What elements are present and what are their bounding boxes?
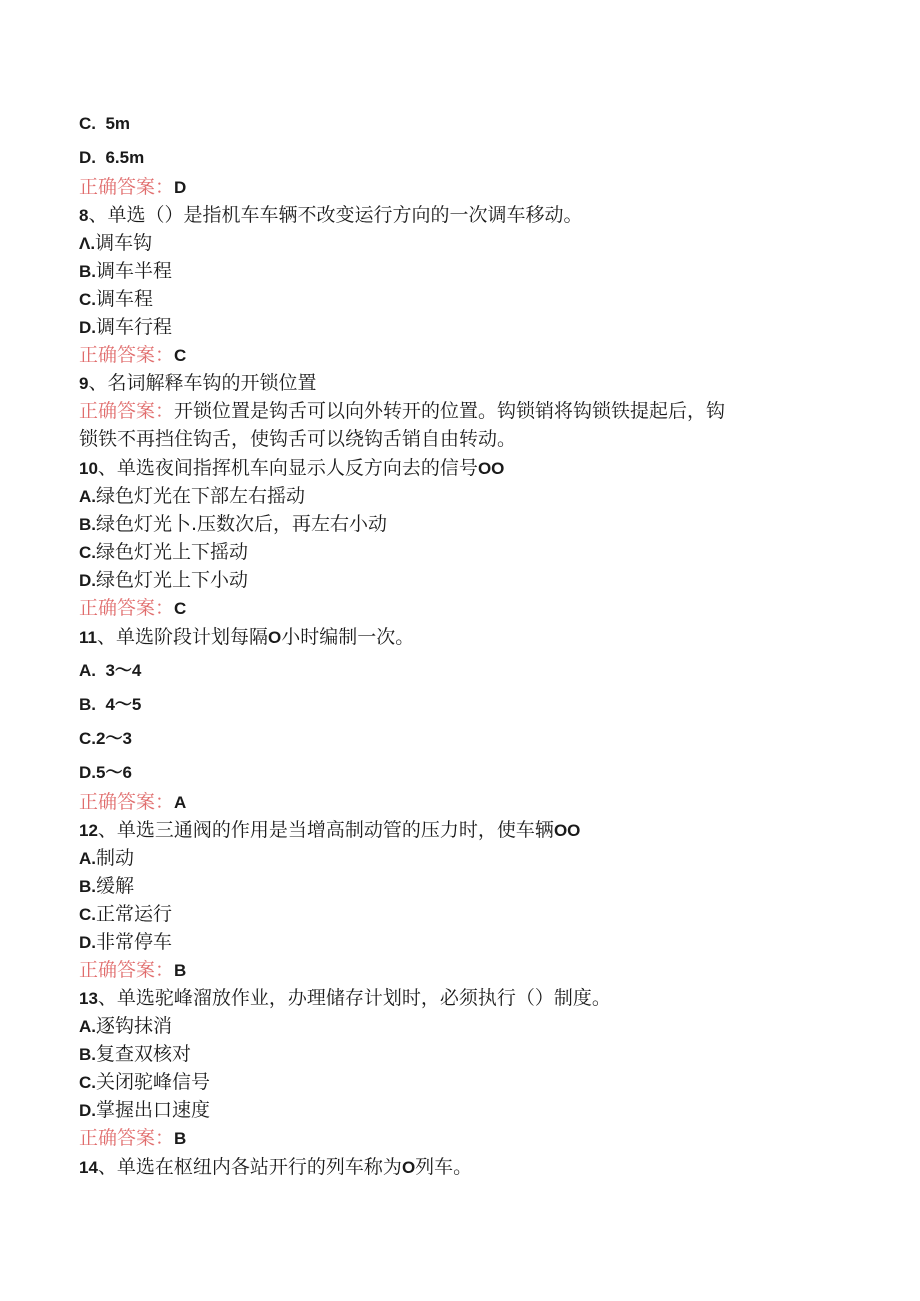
q12-option-b: [79, 873, 134, 900]
q9-answer-cont: [79, 426, 516, 452]
option-text: 关闭驼峰信号: [96, 1071, 211, 1093]
q10-answer: [79, 595, 186, 622]
option-text: 3〜4: [105, 661, 142, 680]
option-label: C.: [79, 543, 96, 562]
q10-option-b: [79, 511, 387, 538]
question-text: 、单选驼峰溜放作业，办理储存计划时，必须执行（）制度。: [97, 987, 611, 1009]
option-text: 制动: [96, 847, 135, 869]
answer-value: D: [174, 178, 187, 197]
question-text: 、单选夜间指挥机车向显示人反方向去的信号: [97, 457, 478, 479]
q12-option-d: [79, 929, 172, 956]
option-label: C.: [79, 1073, 96, 1092]
answer-prefix: 正确答案：: [79, 597, 175, 619]
option-text: 调车半程: [96, 260, 173, 282]
question-text-tail: 小时编制一次。: [281, 626, 415, 648]
answer-value: C: [174, 599, 187, 618]
q10-option-a: [79, 483, 305, 510]
answer-text: 开锁位置是钩舌可以向外转开的位置。钩锁销将钩锁铁提起后，钩: [174, 400, 726, 422]
option-label: D.: [79, 318, 96, 337]
q12-stem: [79, 817, 580, 844]
q8-option-b: [79, 258, 172, 285]
option-text: 6.5m: [105, 148, 145, 167]
answer-value: C: [174, 346, 187, 365]
blank-mark: O: [401, 1158, 416, 1177]
option-label: A.: [79, 487, 96, 506]
question-text: 、单选（）是指机车车辆不改变运行方向的一次调车移动。: [88, 204, 583, 226]
option-label: B.: [79, 1045, 96, 1064]
option-text: 调车程: [96, 288, 154, 310]
option-text: 绿色灯光上下摇动: [96, 541, 249, 563]
q8-stem: [79, 202, 582, 229]
option-label: C.: [79, 905, 96, 924]
question-number: 14: [79, 1158, 98, 1177]
q7-option-c: [79, 111, 130, 137]
option-text: 5m: [105, 114, 131, 133]
q8-option-d: [79, 314, 172, 341]
option-label: A.: [79, 1017, 96, 1036]
option-label: D.: [79, 763, 96, 782]
option-label: B.: [79, 877, 96, 896]
question-text-tail: 列车。: [415, 1156, 473, 1178]
option-text: 5〜6: [96, 763, 132, 782]
q13-option-a: [79, 1013, 172, 1040]
blank-mark: OO: [477, 459, 505, 478]
option-text: 复查双核对: [96, 1043, 192, 1065]
option-text: 绿色灯光在下部左右摇动: [96, 485, 306, 507]
blank-mark: OO: [553, 821, 581, 840]
option-label: D.: [79, 1101, 96, 1120]
option-text: 缓解: [96, 875, 135, 897]
question-text: 、单选三通阀的作用是当增高制动管的压力时，使车辆: [97, 819, 554, 841]
q11-option-b: [79, 692, 141, 718]
q12-option-a: [79, 845, 134, 872]
answer-prefix: 正确答案：: [79, 791, 175, 813]
answer-value: B: [174, 1129, 187, 1148]
q13-option-d: [79, 1097, 210, 1124]
q11-option-c: [79, 726, 132, 752]
option-label: C.: [79, 290, 96, 309]
question-number: 12: [79, 821, 98, 840]
option-label: D.: [79, 148, 96, 167]
q9-stem: [79, 370, 316, 397]
q11-stem: [79, 624, 414, 651]
option-text: 绿色灯光上下小动: [96, 569, 249, 591]
question-text: 、名词解释车钩的开锁位置: [88, 372, 317, 394]
q10-stem: [79, 455, 504, 482]
q11-answer: [79, 789, 186, 816]
option-label: Λ.: [79, 234, 96, 253]
option-label: B.: [79, 695, 96, 714]
question-text: 、单选阶段计划每隔: [96, 626, 268, 648]
q9-answer: [79, 398, 725, 424]
answer-value: B: [174, 961, 187, 980]
q14-stem: [79, 1154, 472, 1181]
option-label: B.: [79, 515, 96, 534]
question-number: 13: [79, 989, 98, 1008]
answer-prefix: 正确答案：: [79, 959, 175, 981]
option-text: 调车钩: [95, 232, 153, 254]
answer-prefix: 正确答案：: [79, 400, 175, 422]
option-text: 正常运行: [96, 903, 173, 925]
q8-option-a: [79, 230, 152, 257]
q13-stem: [79, 985, 611, 1012]
q13-option-b: [79, 1041, 191, 1068]
q11-option-d: [79, 760, 132, 786]
question-number: 8: [79, 206, 89, 225]
option-label: D.: [79, 933, 96, 952]
q8-option-c: [79, 286, 153, 313]
q11-option-a: [79, 658, 141, 684]
option-text: 掌握出口速度: [96, 1099, 211, 1121]
q7-answer: [79, 174, 186, 201]
q8-answer: [79, 342, 186, 369]
question-number: 10: [79, 459, 98, 478]
q10-option-c: [79, 539, 248, 566]
q12-answer: [79, 957, 186, 984]
option-label: A.: [79, 849, 96, 868]
option-text: 2〜3: [96, 729, 132, 748]
option-text: 调车行程: [96, 316, 173, 338]
q13-answer: [79, 1125, 186, 1152]
option-text: 非常停车: [96, 931, 173, 953]
answer-prefix: 正确答案：: [79, 1127, 175, 1149]
option-text: 绿色灯光卜.压数次后，再左右小动: [96, 513, 388, 535]
q12-option-c: [79, 901, 172, 928]
question-text: 、单选在枢纽内各站开行的列车称为: [97, 1156, 402, 1178]
answer-prefix: 正确答案：: [79, 344, 175, 366]
q7-option-d: [79, 145, 144, 171]
answer-prefix: 正确答案：: [79, 176, 175, 198]
question-number: 11: [79, 628, 97, 647]
answer-text: 锁铁不再挡住钩舌，使钩舌可以绕钩舌销自由转动。: [79, 428, 517, 450]
q13-option-c: [79, 1069, 210, 1096]
option-label: C.: [79, 729, 96, 748]
option-label: A.: [79, 661, 96, 680]
q10-option-d: [79, 567, 248, 594]
answer-value: A: [174, 793, 187, 812]
option-text: 逐钩抹消: [96, 1015, 173, 1037]
question-number: 9: [79, 374, 89, 393]
blank-mark: O: [268, 628, 282, 647]
option-text: 4〜5: [105, 695, 142, 714]
option-label: D.: [79, 571, 96, 590]
option-label: C.: [79, 114, 96, 133]
option-label: B.: [79, 262, 96, 281]
